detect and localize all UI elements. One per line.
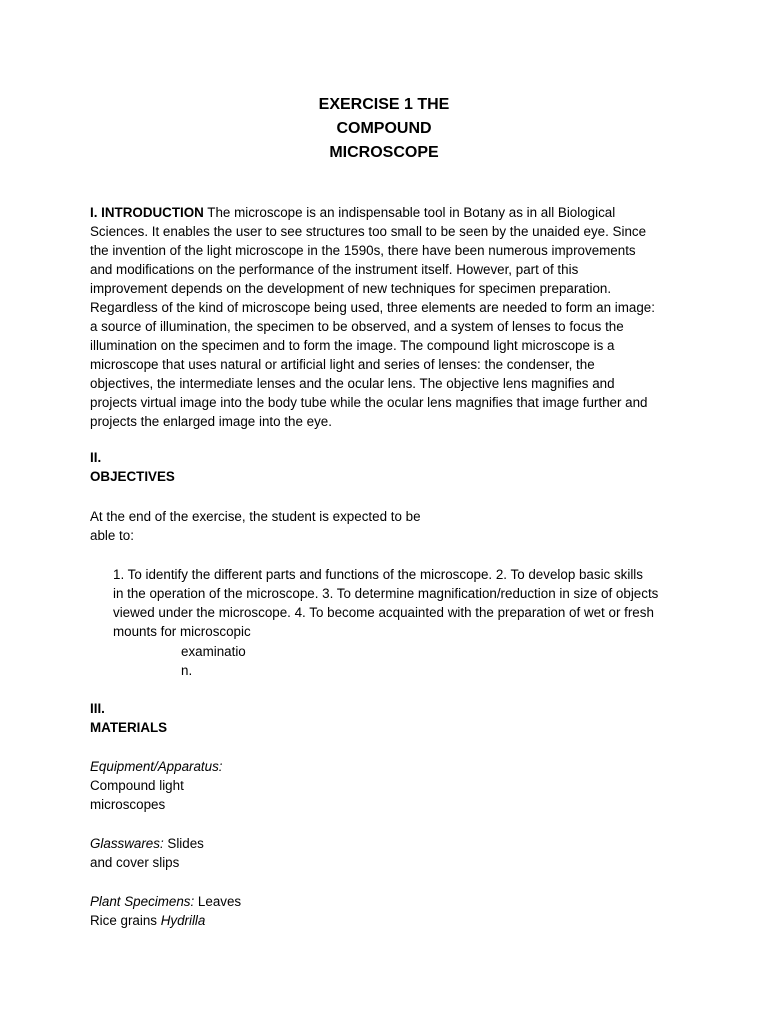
objectives-heading-text: OBJECTIVES — [90, 469, 175, 484]
equipment-line-1: Compound light — [90, 778, 184, 793]
glassware-block — [90, 834, 690, 872]
intro-line-7: a source of illumination, the specimen to be observed, and a system of lenses to focus the — [90, 319, 624, 334]
plant-text-2-italic: Hydrilla — [160, 913, 206, 928]
equipment-line-2: microscopes — [90, 797, 166, 812]
glassware-line-1 — [90, 834, 690, 853]
glassware-label: Glasswares: — [90, 836, 164, 851]
materials-heading — [90, 699, 690, 737]
objectives-lead-line-1: At the end of the exercise, the student is expected to be — [90, 509, 421, 524]
intro-line-10: objectives, the intermediate lenses and the ocular lens. The objective lens magnifies and — [90, 376, 615, 391]
introduction-heading: I. INTRODUCTION — [90, 205, 204, 220]
objectives-lead — [90, 507, 690, 545]
plant-specimens-block — [90, 892, 690, 930]
objectives-list-line-1: 1. To identify the different parts and functions of the microscope. 2. To develop basic skills — [113, 567, 643, 582]
intro-line-5: improvement depends on the development of new techniques for specimen preparation. — [90, 281, 612, 296]
title-line-3: MICROSCOPE — [329, 144, 439, 161]
objectives-list-line-4: mounts for microscopic — [113, 624, 251, 639]
intro-line-6: Regardless of the kind of microscope being used, three elements are needed to form an image: — [90, 300, 655, 315]
materials-heading-number: III. — [90, 701, 105, 716]
objectives-tail-line-2: n. — [181, 663, 193, 678]
glassware-text-1: Slides — [163, 836, 204, 851]
intro-line-9: microscope that uses natural or artificial light and series of lenses: the condenser, the — [90, 357, 595, 372]
objectives-heading — [90, 448, 690, 486]
objectives-list-line-2: in the operation of the microscope. 3. To determine magnification/reduction in size of objects — [113, 586, 659, 601]
objectives-list-tail — [181, 642, 281, 680]
objectives-list — [113, 565, 683, 641]
intro-line-1 — [90, 203, 690, 222]
intro-line-11: projects virtual image into the body tube while the ocular lens magnifies that image further and — [90, 395, 648, 410]
title-line-1: EXERCISE 1 THE — [318, 96, 450, 113]
objectives-tail-line-1: examinatio — [181, 644, 246, 659]
intro-text-1: The microscope is an indispensable tool in Botany as in all Biological — [203, 205, 616, 220]
equipment-label: Equipment/Apparatus: — [90, 759, 223, 774]
objectives-heading-number: II. — [90, 450, 102, 465]
plant-line-1 — [90, 892, 690, 911]
plant-label: Plant Specimens: — [90, 894, 195, 909]
glassware-line-2: and cover slips — [90, 855, 180, 870]
intro-line-2: Sciences. It enables the user to see structures too small to be seen by the unaided eye. Since — [90, 224, 647, 239]
introduction-section — [90, 203, 690, 431]
equipment-block — [90, 757, 690, 814]
intro-line-12: projects the enlarged image into the eye. — [90, 414, 332, 429]
plant-text-2: Rice grains — [90, 913, 161, 928]
plant-line-2 — [90, 911, 690, 930]
objectives-list-line-3: viewed under the microscope. 4. To become acquainted with the preparation of wet or fresh — [113, 605, 654, 620]
title-line-2: COMPOUND — [336, 120, 432, 137]
materials-heading-text: MATERIALS — [90, 720, 168, 735]
objectives-lead-line-2: able to: — [90, 528, 134, 543]
intro-line-3: the invention of the light microscope in the 1590s, there have been numerous improvements — [90, 243, 636, 258]
intro-line-4: and modifications on the performance of the instrument itself. However, part of this — [90, 262, 579, 277]
plant-text-1: Leaves — [194, 894, 242, 909]
page-title — [0, 93, 768, 165]
intro-line-8: illumination on the specimen and to form the image. The compound light microscope is a — [90, 338, 615, 353]
